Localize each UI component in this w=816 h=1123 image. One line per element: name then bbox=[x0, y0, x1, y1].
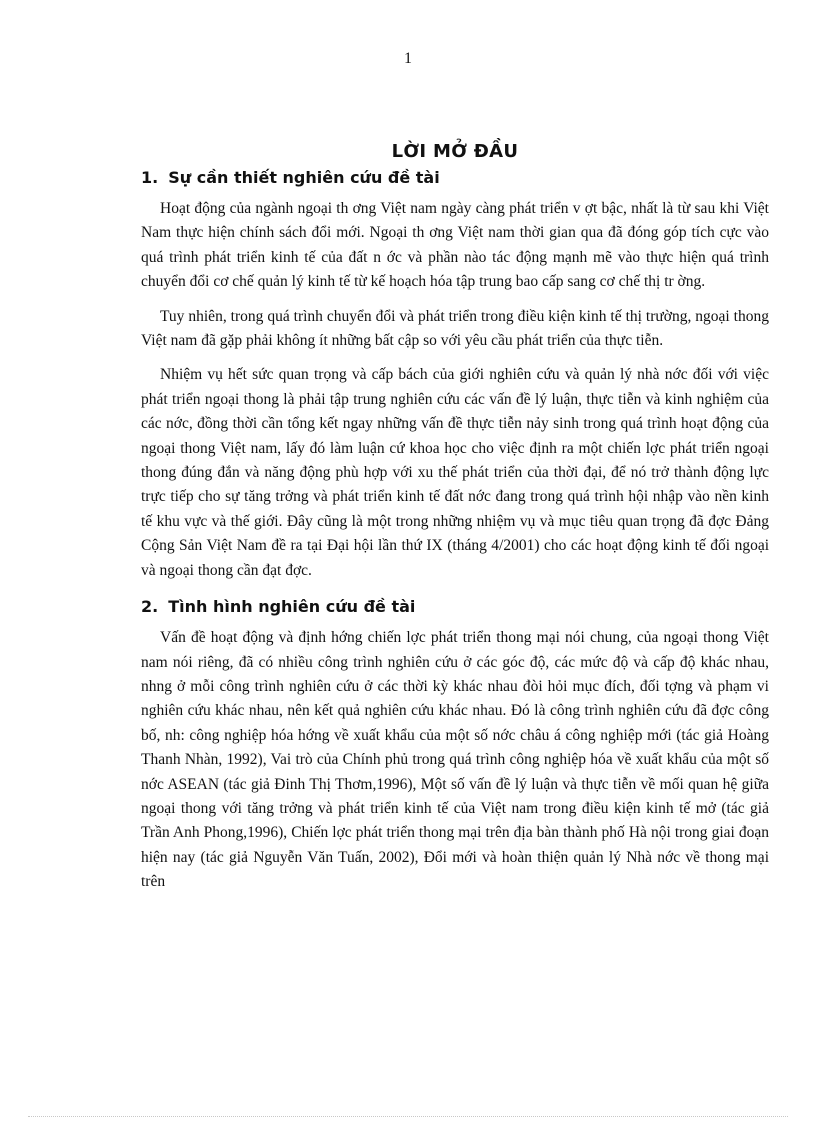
section-heading bbox=[141, 168, 769, 187]
section-1 bbox=[141, 168, 769, 583]
paragraph: Vấn đề hoạt động và định hớng chiến lợc phát triển thong mại nói chung, của ngoại thong Việt nam nói riêng, đã có nhiều công trình nghiên cứu ở các góc độ, các mức độ và cấp độ khác nhau, nhng ở mỗi công trình nghiên cứu ở các thời kỳ khác nhau đòi hỏi mục đích, đối tợng và phạm vi nghiên cứu khác nhau, nên kết quả nghiên cứu khác nhau. Đó là công trình nghiên cứu đã đợc công bố, nh: công nghiệp hóa hớng về xuất khẩu của một số nớc châu á công nghiệp mới (tác giả Hoàng Thanh Nhàn, 1992), Vai trò của Chính phủ trong quá trình công nghiệp hóa về xuất khẩu của một số nớc ASEAN (tác giả Đinh Thị Thơm,1996), Một số vấn đề lý luận và thực tiễn về mối quan hệ giữa ngoại thong với tăng trởng và phát triển kinh tế của Việt nam trong điều kiện kinh tế mở (tác giả Trần Anh Phong,1996), Chiến lợc phát triển thong mại trên địa bàn thành phố Hà nội trong giai đoạn hiện nay (tác giả Nguyễn Văn Tuấn, 2002), Đổi mới và hoàn thiện quản lý Nhà nớc về thong mại trên bbox=[141, 629, 769, 891]
paragraph: Hoạt động của ngành ngoại th ơng Việt nam ngày càng phát triển v ợt bậc, nhất là từ sau khi Việt Nam thực hiện chính sách đổi mới. Ngoại th ơng Việt nam thời gian qua đã đóng góp tích cực vào quá trình phát triển kinh tế của đất n ớc và phần nào tác động mạnh mẽ vào thực hiện quá trình chuyển đổi cơ chế quản lý kinh tế từ kế hoạch hóa tập trung bao cấp sang cơ chế thị tr ờng. bbox=[141, 200, 769, 291]
paragraph: Nhiệm vụ hết sức quan trọng và cấp bách của giới nghiên cứu và quản lý nhà nớc đối với việc phát triển ngoại thong là phải tập trung nghiên cứu các vấn đề lý luận, thực tiễn và kinh nghiệm của các nớc, đồng thời cần tổng kết ngay những vấn đề thực tiễn nảy sinh trong quá trình hoạt động của ngoại thong Việt nam, lấy đó làm luận cứ khoa học cho việc định ra một chiến lợc phát triển ngoại thong đúng đắn và năng động phù hợp với xu thế phát triển của thời đại, để nó trở thành động lực trực tiếp cho sự tăng trởng và phát triển kinh tế đất nớc đang trong quá trình hội nhập vào nền kinh tế khu vực và thế giới. Đây cũng là một trong những nhiệm vụ và mục tiêu quan trọng đã đợc Đảng Cộng Sản Việt Nam đề ra tại Đại hội lần thứ IX (tháng 4/2001) cho các hoạt động kinh tế đối ngoại và ngoại thong cần đạt đợc. bbox=[141, 366, 769, 579]
paragraph: Tuy nhiên, trong quá trình chuyển đổi và phát triển trong điều kiện kinh tế thị trường, ngoại thong Việt nam đã gặp phải không ít những bất cập so với yêu cầu phát triển của thực tiễn. bbox=[141, 307, 769, 350]
page-content bbox=[141, 141, 769, 905]
section-number: 2. bbox=[141, 597, 159, 617]
section-title: Sự cần thiết nghiên cứu đề tài bbox=[168, 168, 440, 187]
section-title: Tình hình nghiên cứu đề tài bbox=[168, 597, 416, 617]
page-title: LỜI MỞ ĐẦU bbox=[391, 141, 519, 162]
section-number: 1. bbox=[141, 168, 159, 187]
page-bottom-divider bbox=[28, 1116, 788, 1117]
section-heading bbox=[141, 597, 769, 616]
section-2 bbox=[141, 597, 769, 894]
page-number: 1 bbox=[404, 50, 412, 67]
